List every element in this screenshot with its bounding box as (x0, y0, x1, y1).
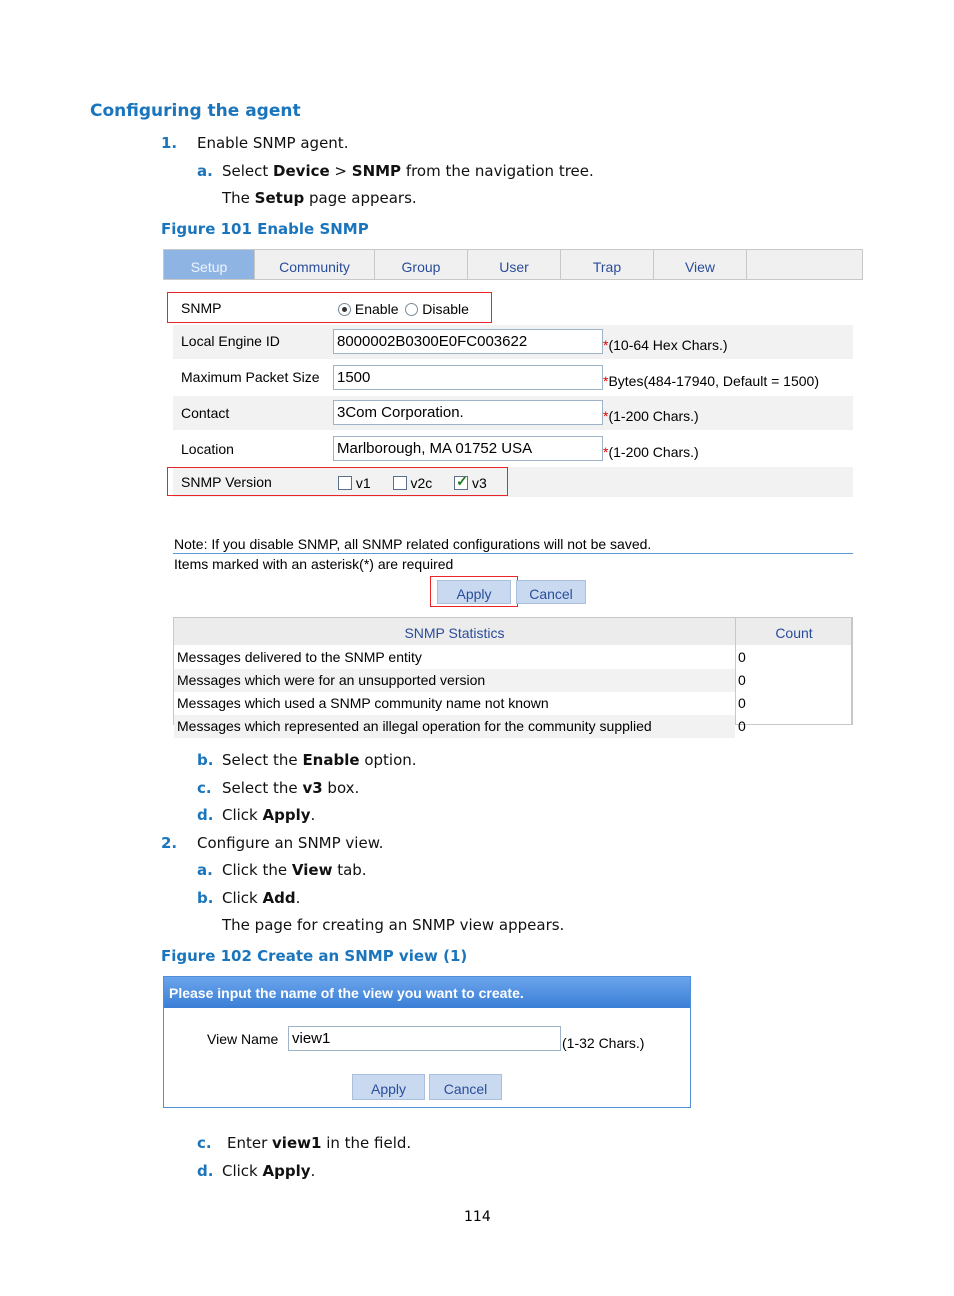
table-row: Messages delivered to the SNMP entity 0 (177, 649, 746, 665)
cancel-button[interactable]: Cancel (429, 1074, 502, 1100)
step-number: 2. (161, 834, 178, 852)
engine-id-field[interactable]: 8000002B0300E0FC003622 (333, 329, 603, 354)
location-field[interactable]: Marlborough, MA 01752 USA (333, 436, 603, 461)
tab-community[interactable]: Community (255, 250, 375, 279)
disable-note: Note: If you disable SNMP, all SNMP related configurations will not be saved. (174, 536, 652, 552)
required-note: Items marked with an asterisk(*) are required (174, 556, 454, 572)
table-row: Messages which were for an unsupported version (174, 669, 735, 692)
substep-text: Select the Enable option. (222, 751, 417, 769)
disable-radio[interactable] (405, 303, 418, 316)
tab-user[interactable]: User (468, 250, 561, 279)
substep-letter: d. (197, 806, 214, 824)
step-number: 1. (161, 134, 178, 152)
create-view-dialog (163, 976, 691, 1108)
snmp-version-label: SNMP Version (181, 474, 272, 490)
v3-label: v3 (472, 475, 487, 491)
table-row: Messages which represented an illegal operation for the community supplied (174, 715, 735, 738)
substep-text: Enter view1 in the field. (227, 1134, 412, 1152)
view-name-hint: (1-32 Chars.) (562, 1035, 645, 1051)
figure-caption: Figure 101 Enable SNMP (161, 220, 369, 238)
substep-letter: b. (197, 889, 214, 907)
location-label: Location (181, 441, 234, 457)
dialog-title: Please input the name of the view you want to create. (164, 977, 690, 1008)
v1-label: v1 (355, 475, 371, 491)
v2c-checkbox[interactable] (393, 476, 407, 490)
substep-letter: c. (197, 779, 212, 797)
cancel-button[interactable]: Cancel (516, 580, 586, 604)
substep-letter: c. (197, 1134, 212, 1152)
substep-text: Click Apply. (222, 1162, 316, 1180)
enable-label: Enable (354, 301, 399, 317)
snmp-label: SNMP (181, 300, 222, 316)
packet-size-hint: *Bytes(484-17940, Default = 1500) (603, 373, 819, 389)
substep-text: Click Apply. (222, 806, 316, 824)
substep-text: Select Device > SNMP from the navigation tree. (222, 162, 594, 180)
substep-text: Click Add. (222, 889, 301, 907)
enable-radio[interactable] (338, 303, 351, 316)
engine-id-hint: *(10-64 Hex Chars.) (603, 337, 728, 353)
step-text: Enable SNMP agent. (197, 134, 349, 152)
page-number: 114 (464, 1209, 491, 1225)
substep-letter: a. (197, 861, 213, 879)
figure-caption: Figure 102 Create an SNMP view (1) (161, 947, 468, 965)
tab-group[interactable]: Group (375, 250, 468, 279)
count-header: Count (736, 618, 852, 645)
section-heading: Configuring the agent (90, 101, 301, 121)
substep-letter: b. (197, 751, 214, 769)
packet-size-label: Maximum Packet Size (181, 369, 320, 385)
substep-letter: d. (197, 1162, 214, 1180)
tab-view[interactable]: View (654, 250, 747, 279)
table-row-count: 0 (738, 672, 746, 688)
substep-note: The Setup page appears. (222, 189, 417, 207)
apply-button[interactable]: Apply (352, 1074, 425, 1100)
tab-setup[interactable]: Setup (164, 250, 255, 279)
contact-label: Contact (181, 405, 230, 421)
snmp-radio-group (338, 301, 469, 317)
tab-trap[interactable]: Trap (561, 250, 654, 279)
substep-text: Select the v3 box. (222, 779, 360, 797)
contact-hint: *(1-200 Chars.) (603, 408, 699, 424)
packet-size-field[interactable]: 1500 (333, 365, 603, 390)
v2c-label: v2c (410, 475, 433, 491)
disable-label: Disable (422, 301, 469, 317)
scrollbar-edge (851, 618, 852, 724)
view-name-label: View Name (207, 1031, 279, 1047)
substep-text: Click the View tab. (222, 861, 367, 879)
location-hint: *(1-200 Chars.) (603, 444, 699, 460)
v3-checkbox[interactable] (454, 476, 468, 490)
substep-letter: a. (197, 162, 213, 180)
table-row-count: 0 (738, 718, 746, 734)
divider (173, 553, 853, 554)
view-name-field[interactable]: view1 (288, 1026, 561, 1051)
substep-note: The page for creating an SNMP view appears. (222, 916, 565, 934)
table-row: Messages which used a SNMP community name not known 0 (177, 695, 746, 711)
snmp-statistics-table (173, 617, 853, 734)
tab-bar (163, 249, 863, 280)
v1-checkbox[interactable] (338, 476, 352, 490)
version-checkbox-group (338, 475, 487, 491)
contact-field[interactable]: 3Com Corporation. (333, 400, 603, 425)
stats-header: SNMP Statistics (174, 618, 735, 645)
apply-button[interactable]: Apply (437, 580, 511, 604)
engine-id-label: Local Engine ID (181, 333, 280, 349)
step-text: Configure an SNMP view. (197, 834, 384, 852)
